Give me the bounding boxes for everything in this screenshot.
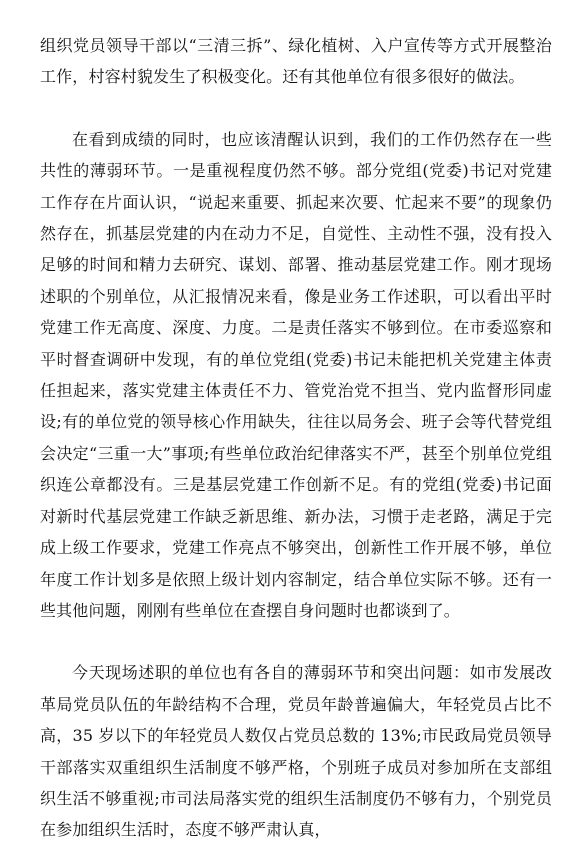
document-page (40, 30, 552, 846)
paragraph-spacer (40, 626, 552, 657)
paragraph-continuation: 组织党员领导干部以“三清三拆”、绿化植树、入户宣传等方式开展整治工作，村容村貌发生了积极变化。还有其他单位有很多很好的做法。 (40, 36, 552, 87)
paragraph-weaknesses: 在看到成绩的同时，也应该清醒认识到，我们的工作仍然存在一些共性的薄弱环节。一是重视程度仍然不够。部分党组(党委)书记对党建工作存在片面认识，“说起来重要、抓起来次要、忙起来不要”的现象仍然存在，抓基层党建的内在动力不足，自觉性、主动性不强，没有投入足够的时间和精力去研究、谋划、部署、推动基层党建工作。刚才现场述职的个别单位，从汇报情况来看，像是业务工作述职，可以看出平时党建工作无高度、深度、力度。二是责任落实不够到位。在市委巡察和平时督查调研中发现，有的单位党组(党委)书记未能把机关党建主体责任担起来，落实党建主体责任不力、管党治党不担当、党内监督形同虚设;有的单位党的领导核心作用缺失，往往以局务会、班子会等代替党组会决定“三重一大”事项;有些单位政治纪律落实不严，甚至个别单位党组织连公章都没有。三是基层党建工作创新不足。有的党组(党委)书记面对新时代基层党建工作缺乏新思维、新办法，习惯于走老路，满足于完成上级工作要求，党建工作亮点不够突出，创新性工作开展不够，单位年度工作计划多是依照上级计划内容制定，结合单位实际不够。还有一些其他问题，刚刚有些单位在查摆自身问题时也都谈到了。 (40, 129, 552, 620)
paragraph-spacer (40, 93, 552, 124)
paragraph-unit-issues: 今天现场述职的单位也有各自的薄弱环节和突出问题：如市发展改革局党员队伍的年龄结构不合理，党员年龄普遍偏大，年轻党员占比不高，35 岁以下的年轻党员人数仅占党员总数的 13%;市民政局党员领导干部落实双重组织生活制度不够严格，个别班子成员对参加所在支部组织生活不够重视;市司法局落实党的组织生活制度仍不够有力，个别党员在参加组织生活时，态度不够严肃认真， (40, 663, 552, 840)
